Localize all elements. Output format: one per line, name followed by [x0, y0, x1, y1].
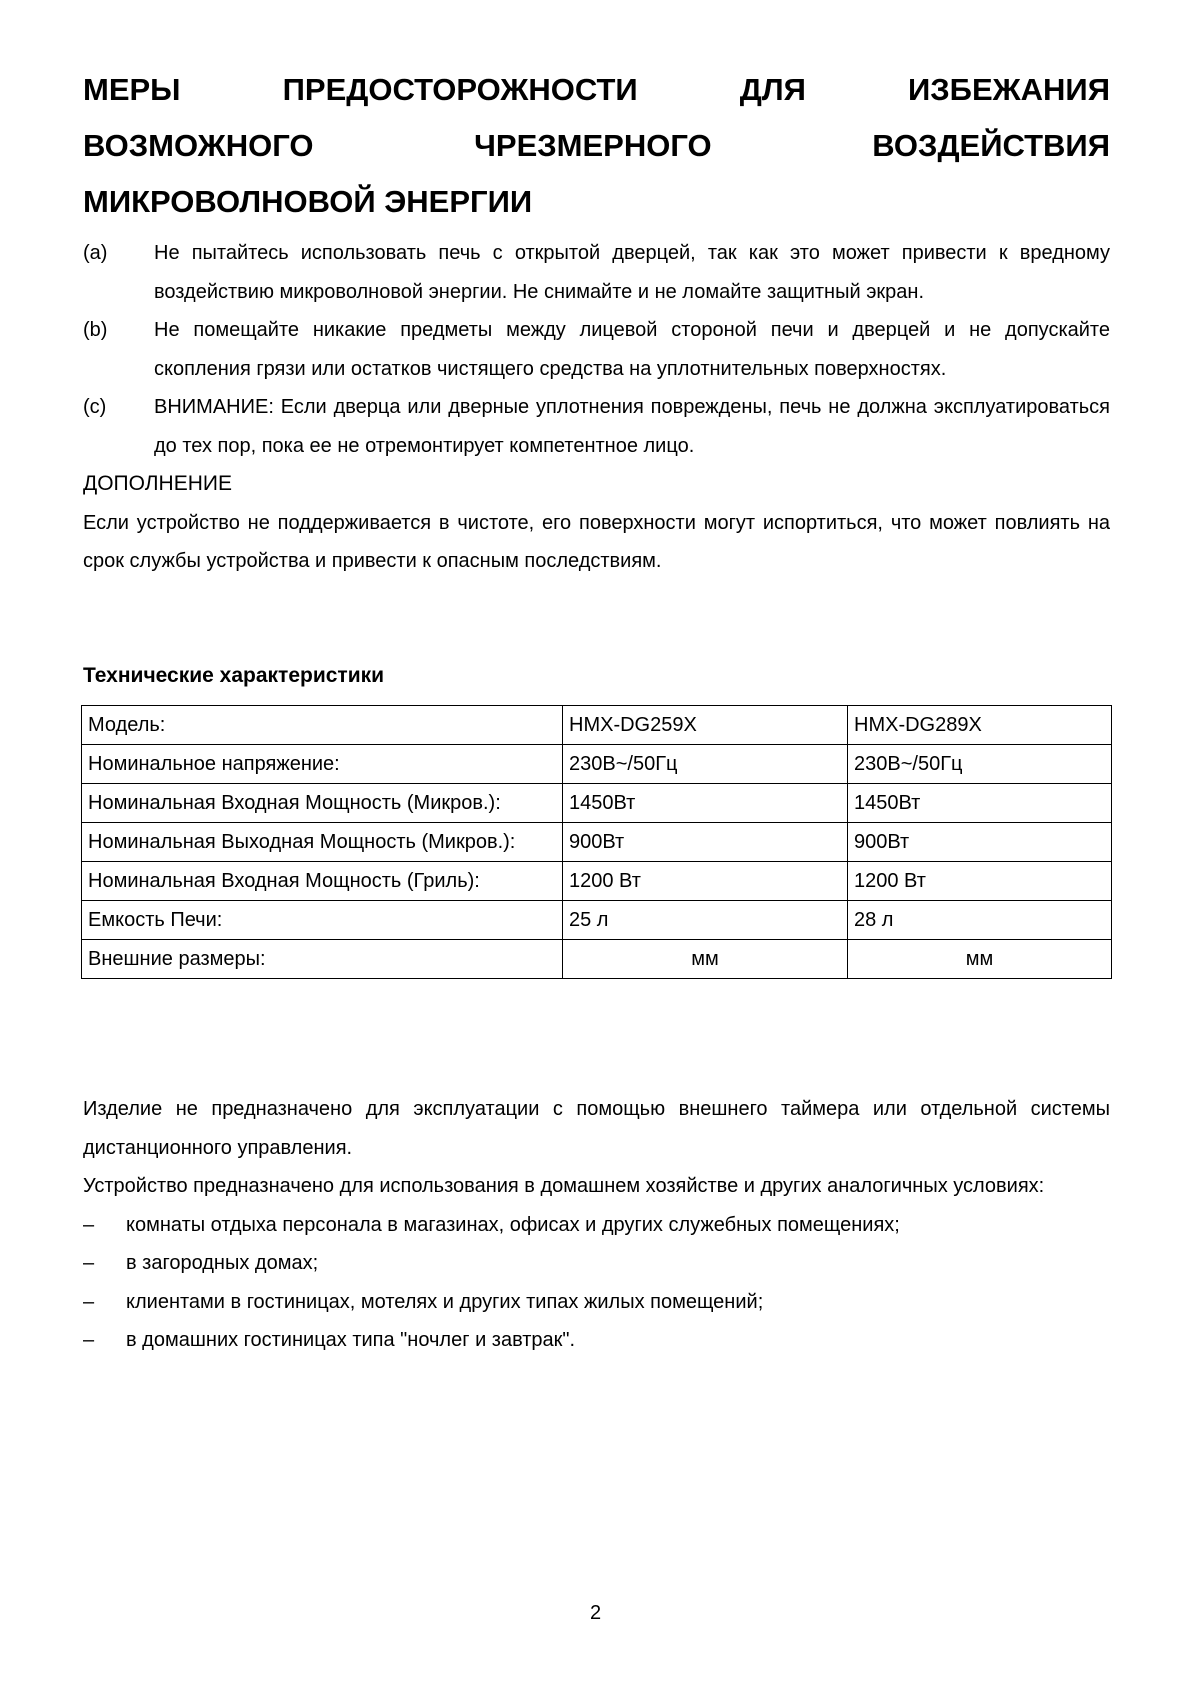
table-cell: 1450Вт	[563, 784, 848, 823]
table-cell: мм	[563, 940, 848, 979]
table-row	[82, 901, 1112, 940]
bullet-text: комнаты отдыха персонала в магазинах, офисах и других служебных помещениях;	[126, 1213, 900, 1236]
table-row	[82, 862, 1112, 901]
table-cell: мм	[848, 940, 1112, 979]
note-text: Изделие не предназначено для эксплуатации с помощью внешнего таймера или отдельной системы дистанционного управления.	[83, 1098, 1110, 1159]
table-cell: 1200 Вт	[563, 862, 848, 901]
list-item	[83, 234, 1110, 311]
table-cell: 230В~/50Гц	[848, 745, 1112, 784]
addendum-text: Если устройство не поддерживается в чистоте, его поверхности могут испортиться, что может повлиять на срок службы устройства и привести к опасным последствиям.	[83, 511, 1110, 572]
table-row	[82, 745, 1112, 784]
bullet-marker: –	[83, 1252, 95, 1274]
page-title	[83, 62, 1110, 230]
bullet-item	[83, 1244, 1110, 1283]
bullet-item	[83, 1283, 1110, 1322]
specs-heading: Технические характеристики	[83, 664, 385, 687]
bullet-text: в загородных домах;	[126, 1252, 319, 1274]
title-line: ВОЗМОЖНОГО ЧРЕЗМЕРНОГО ВОЗДЕЙСТВИЯ	[83, 128, 1110, 163]
bullet-item	[83, 1206, 1110, 1245]
title-line: МЕРЫ ПРЕДОСТОРОЖНОСТИ ДЛЯ ИЗБЕЖАНИЯ	[83, 72, 1110, 107]
table-cell: Емкость Печи:	[82, 901, 563, 940]
usage-notes	[83, 1090, 1110, 1360]
specs-table	[81, 705, 1112, 979]
item-text: Не помещайте никакие предметы между лицевой стороной печи и дверцей и не допускайте скопления грязи или остатков чистящего средства на уплотнительных поверхностях.	[154, 319, 1110, 380]
table-row	[82, 940, 1112, 979]
table-cell: 900Вт	[563, 823, 848, 862]
list-item	[83, 388, 1110, 465]
item-label: (c)	[83, 396, 107, 418]
table-cell: Номинальная Входная Мощность (Микров.):	[82, 784, 563, 823]
table-cell: HMX-DG289X	[848, 706, 1112, 745]
table-cell: 230В~/50Гц	[563, 745, 848, 784]
table-cell: Номинальная Выходная Мощность (Микров.):	[82, 823, 563, 862]
title-line: МИКРОВОЛНОВОЙ ЭНЕРГИИ	[83, 184, 533, 219]
bullet-text: в домашних гостиницах типа "ночлег и завтрак".	[126, 1329, 576, 1351]
note-text: Устройство предназначено для использования в домашнем хозяйстве и других аналогичных условиях:	[83, 1175, 1045, 1197]
table-cell: Номинальная Входная Мощность (Гриль):	[82, 862, 563, 901]
table-row	[82, 823, 1112, 862]
list-item	[83, 311, 1110, 388]
page-number: 2	[589, 1602, 602, 1624]
table-cell: 28 л	[848, 901, 1112, 940]
bullet-marker: –	[83, 1213, 95, 1236]
table-cell: Номинальное напряжение:	[82, 745, 563, 784]
addendum-heading: ДОПОЛНЕНИЕ	[83, 472, 232, 495]
table-row	[82, 784, 1112, 823]
item-label: (a)	[83, 242, 108, 264]
table-cell: 1200 Вт	[848, 862, 1112, 901]
bullet-marker: –	[83, 1329, 95, 1351]
precautions-list	[83, 234, 1110, 581]
table-row	[82, 706, 1112, 745]
table-cell: 25 л	[563, 901, 848, 940]
bullet-text: клиентами в гостиницах, мотелях и других типах жилых помещений;	[126, 1290, 764, 1313]
table-cell: 1450Вт	[848, 784, 1112, 823]
item-label: (b)	[83, 319, 108, 341]
bullet-marker: –	[83, 1290, 95, 1313]
table-cell: Модель:	[82, 706, 563, 745]
table-cell: 900Вт	[848, 823, 1112, 862]
table-cell: Внешние размеры:	[82, 940, 563, 979]
item-text: Не пытайтесь использовать печь с открытой дверцей, так как это может привести к вредному воздействию микроволновой энергии. Не снимайте и не ломайте защитный экран.	[154, 242, 1110, 303]
table-cell: HMX-DG259X	[563, 706, 848, 745]
item-text: ВНИМАНИЕ: Если дверца или дверные уплотнения повреждены, печь не должна эксплуатироваться до тех пор, пока ее не отремонтирует компетентное лицо.	[154, 396, 1110, 457]
bullet-item	[83, 1321, 1110, 1360]
